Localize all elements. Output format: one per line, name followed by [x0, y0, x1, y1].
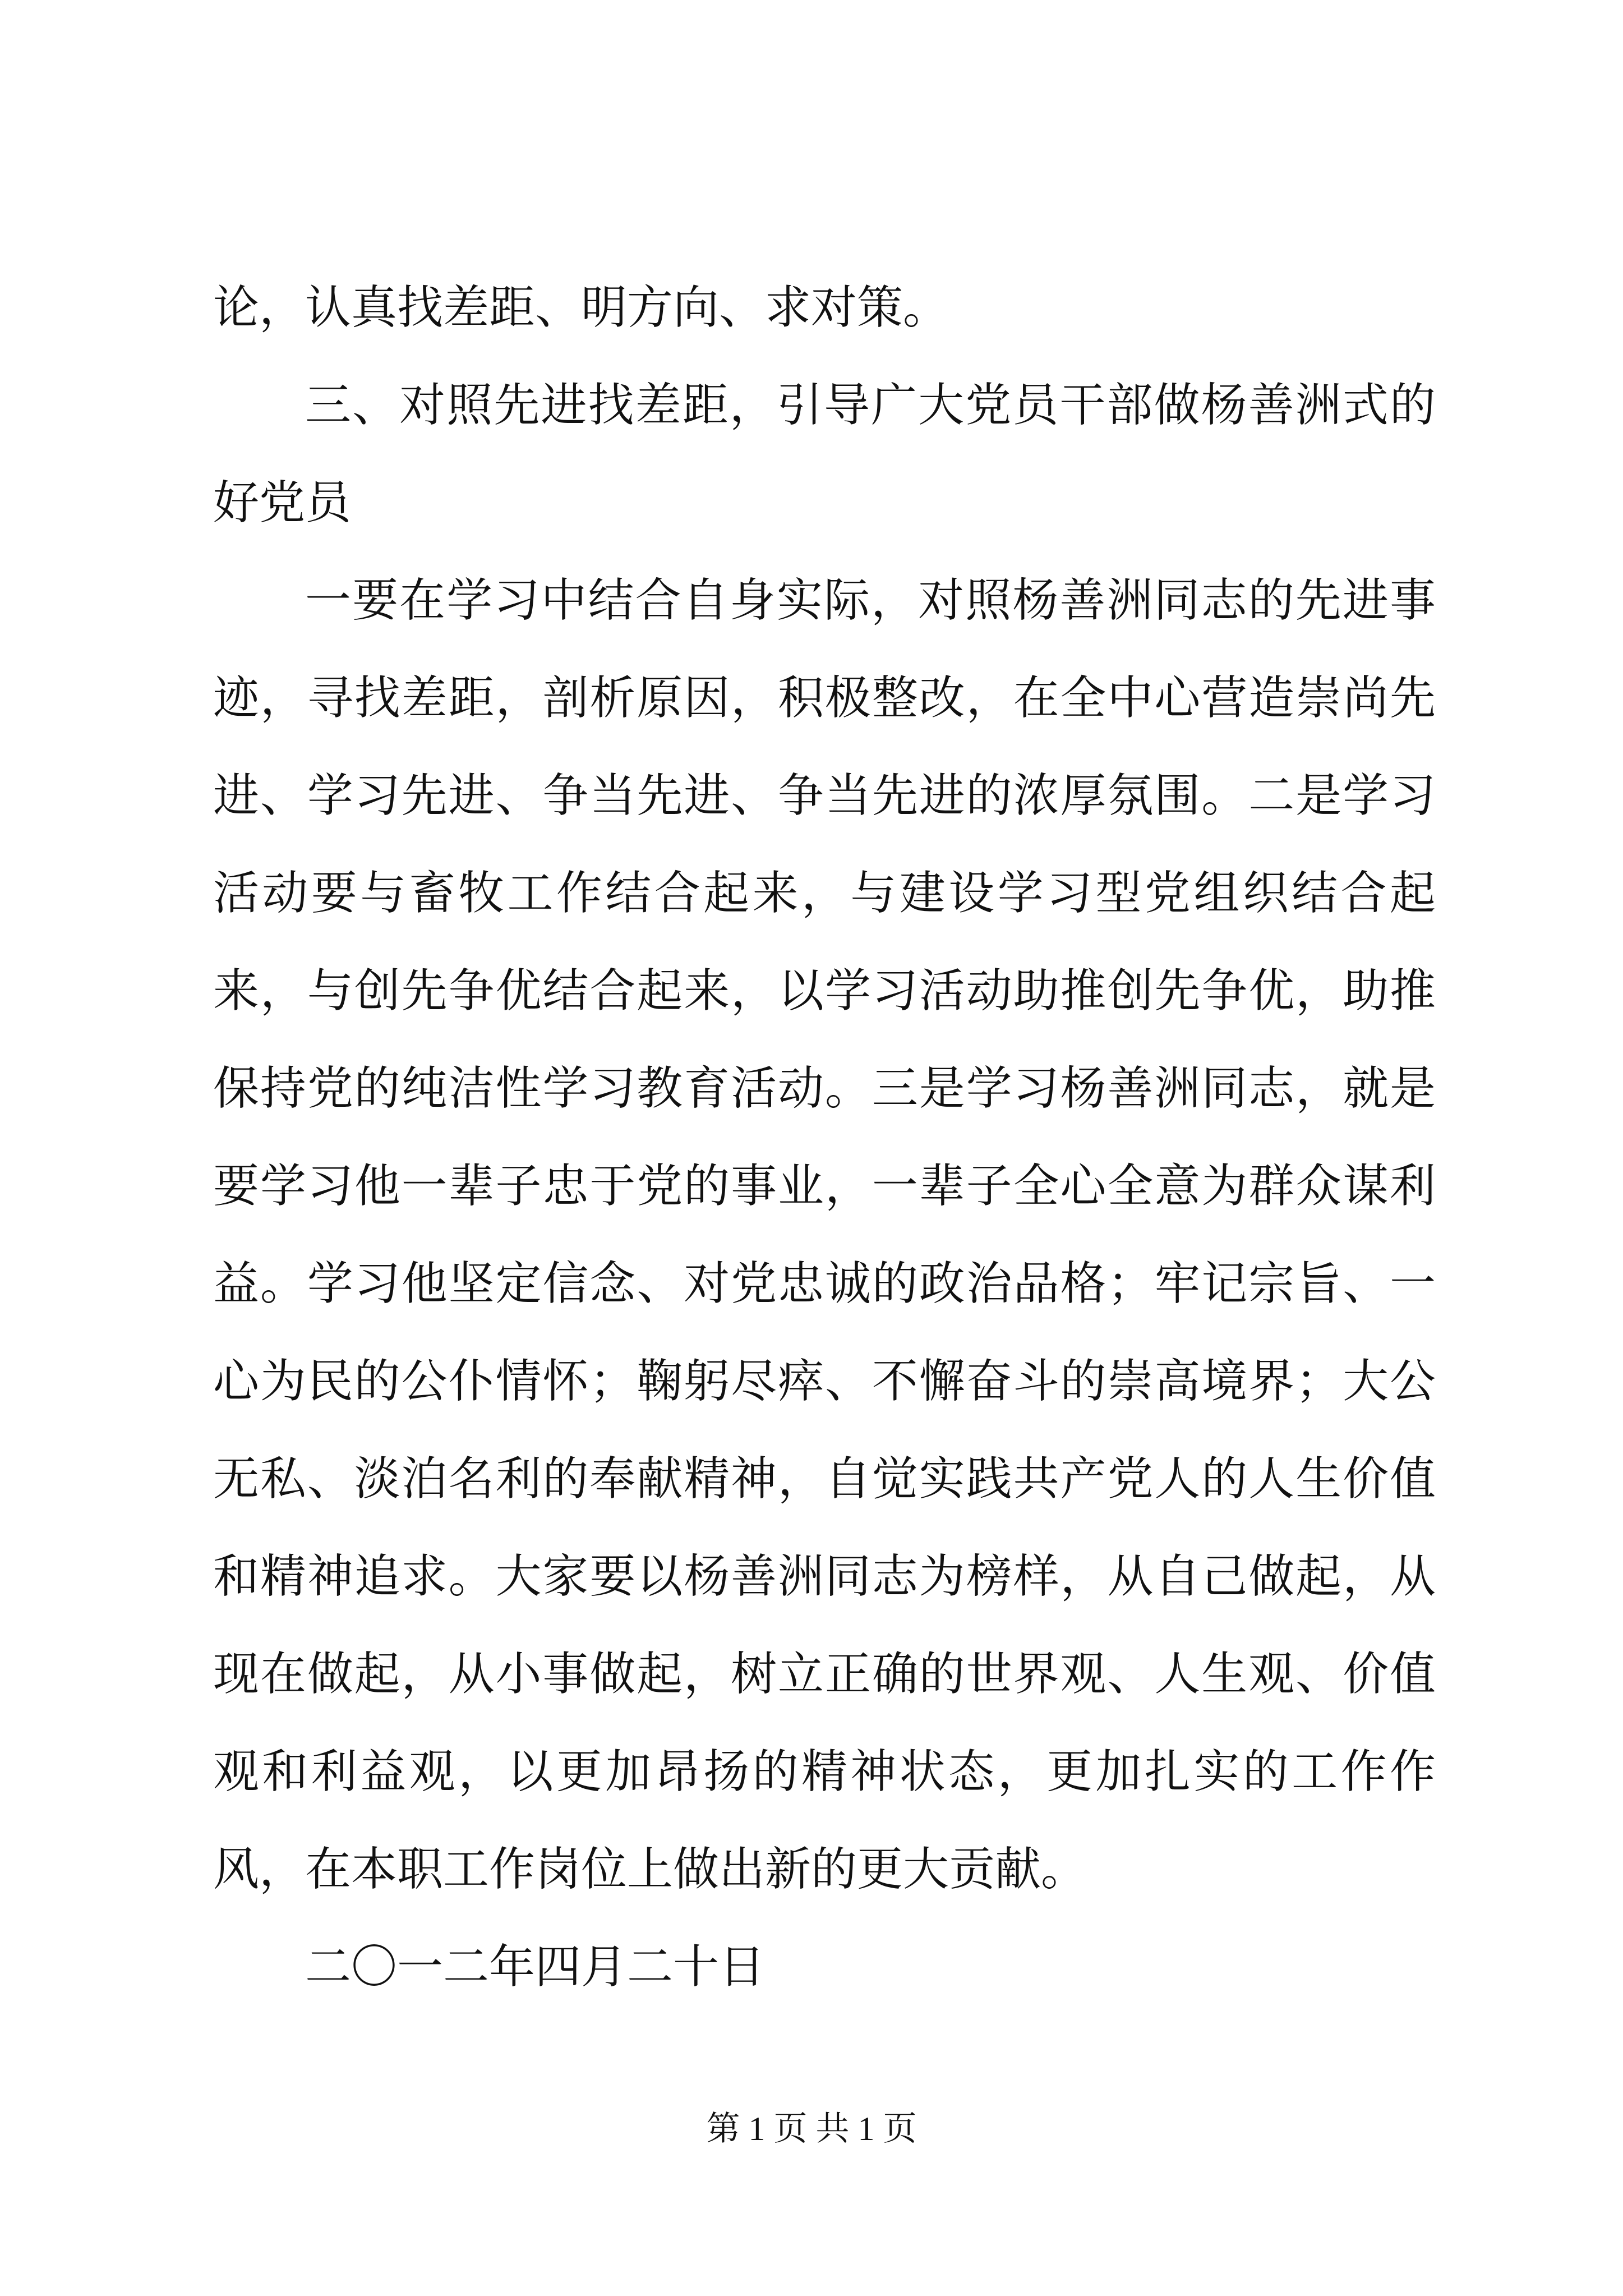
page-footer: 第 1 页 共 1 页	[706, 2110, 917, 2147]
document-body	[213, 259, 1436, 2016]
section-heading: 三、对照先进找差距，引导广大党员干部做杨善洲式的好党员	[213, 379, 1436, 530]
date-line: 二〇一二年四月二十日	[305, 1940, 766, 1994]
paragraph-main: 一要在学习中结合自身实际，对照杨善洲同志的先进事迹，寻找差距，剖析原因，积极整改，在全中心营造崇尚先进、学习先进、争当先进、争当先进的浓厚氛围。二是学习活动要与畜牧工作结合起来，与建设学习型党组织结合起来，与创先争优结合起来，以学习活动助推创先争优，助推保持党的纯洁性学习教育活动。三是学习杨善洲同志，就是要学习他一辈子忠于党的事业，一辈子全心全意为群众谋利益。学习他坚定信念、对党忠诚的政治品格；牢记宗旨、一心为民的公仆情怀；鞠躬尽瘁、不懈奋斗的崇高境界；大公无私、淡泊名利的奉献精神，自觉实践共产党人的人生价值和精神追求。大家要以杨善洲同志为榜样，从自己做起，从现在做起，从小事做起，树立正确的世界观、人生观、价值观和利益观，以更加昂扬的精神状态，更加扎实的工作作风，在本职工作岗位上做出新的更大贡献。	[213, 574, 1436, 1896]
paragraph-continuation: 论，认真找差距、明方向、求对策。	[213, 281, 949, 334]
